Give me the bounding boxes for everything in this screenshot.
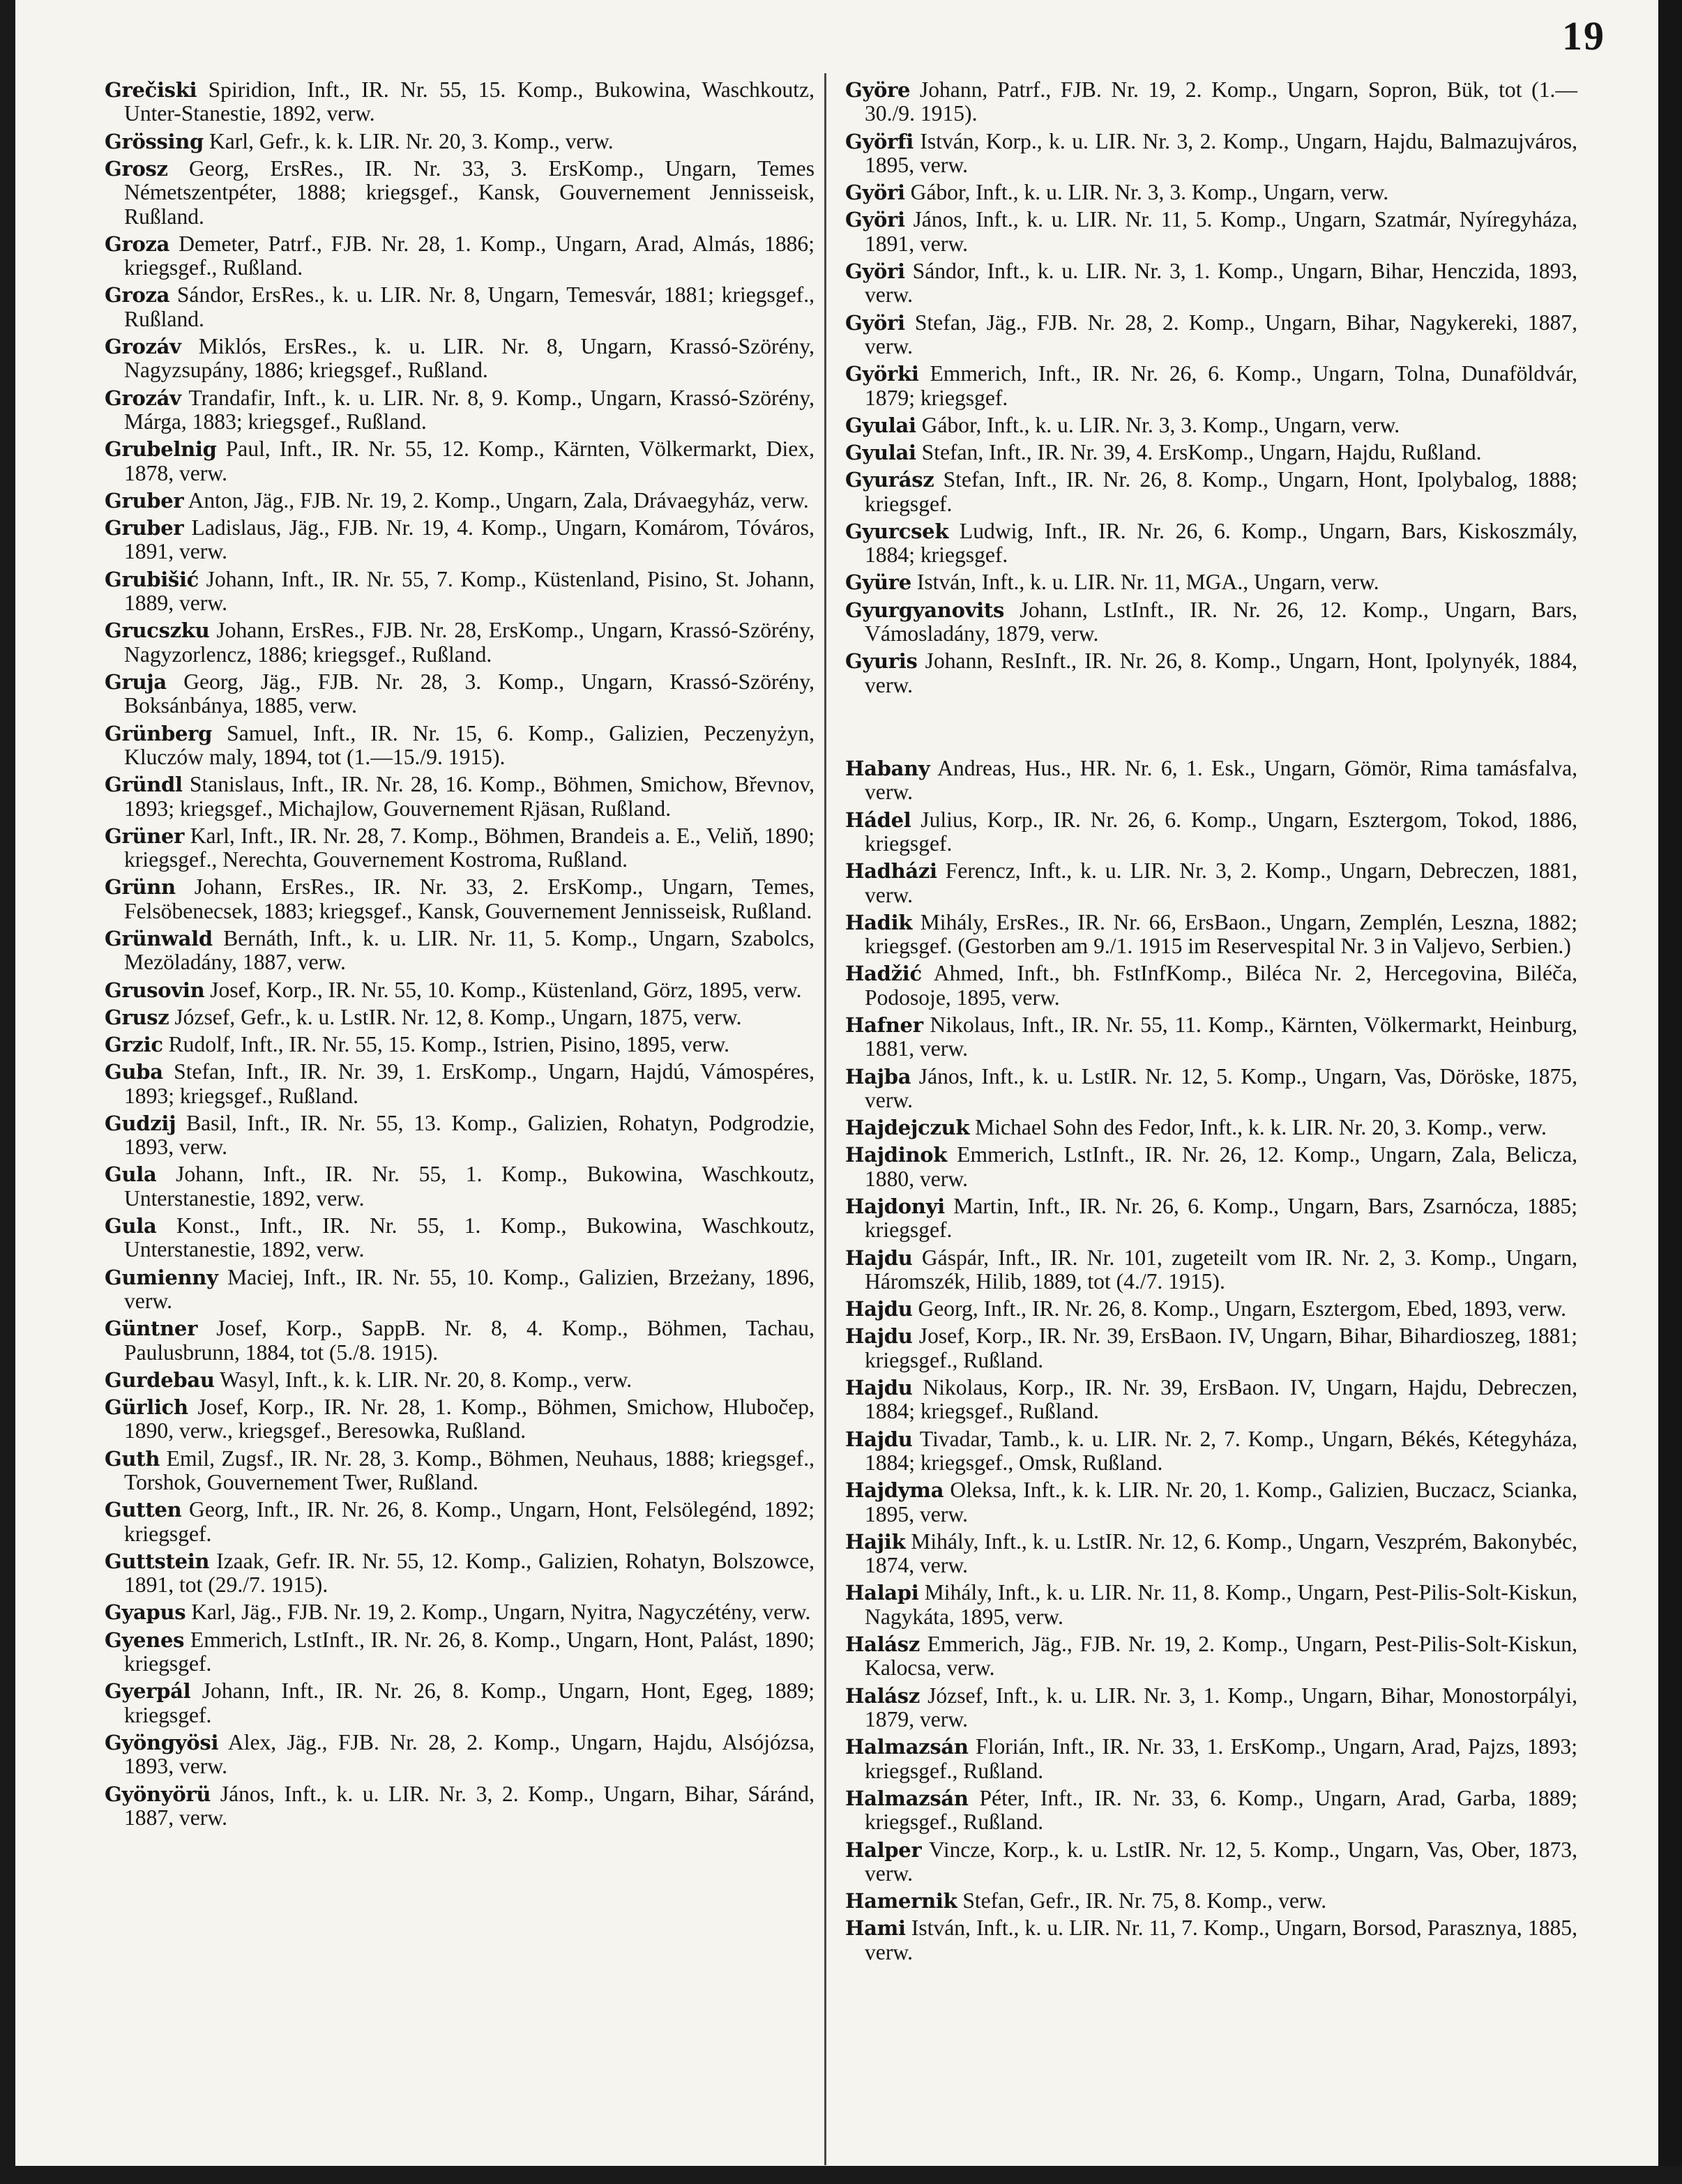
register-entry (845, 598, 1577, 646)
entry-details: Emmerich, Jäg., FJB. Nr. 19, 2. Komp., Ungarn, Pest-Pilis-Solt-Kiskun, Kalocsa, verw. (865, 1632, 1577, 1681)
entry-surname: Hajdu (845, 1324, 913, 1349)
entry-surname: Hajdejczuk (845, 1116, 970, 1140)
entry-details: Mihály, Inft., k. u. LstIR. Nr. 12, 6. Komp., Ungarn, Veszprém, Bakonybéc, 1874, verw. (865, 1529, 1577, 1578)
entry-surname: Halász (845, 1683, 920, 1708)
entry-surname: Gründl (105, 773, 183, 797)
entry-surname: Gumienny (105, 1265, 218, 1289)
register-entry (105, 568, 815, 616)
entry-surname: Halapi (845, 1581, 919, 1605)
entry-details: Ladislaus, Jäg., FJB. Nr. 19, 4. Komp., Ungarn, Komárom, Tóváros, 1891, verw. (124, 515, 815, 564)
register-entry (845, 1530, 1577, 1578)
section-gap (845, 701, 1577, 757)
entry-surname: Grozáv (105, 386, 181, 410)
entry-surname: Hajdu (845, 1245, 913, 1270)
register-entry (105, 283, 815, 331)
entry-details: Vincze, Korp., k. u. LstIR. Nr. 12, 5. Komp., Ungarn, Vas, Ober, 1873, verw. (865, 1837, 1578, 1886)
entry-details: Johann, ErsRes., FJB. Nr. 28, ErsKomp., Ungarn, Krassó-Szörény, Nagyzorlencz, 1886; kriegsgef., Rußland. (124, 618, 815, 667)
register-entry (105, 1731, 815, 1779)
entry-details: Emmerich, LstInft., IR. Nr. 26, 12. Komp., Ungarn, Zala, Belicza, 1880, verw. (865, 1142, 1577, 1191)
register-entry (845, 1297, 1577, 1321)
entry-details: Basil, Inft., IR. Nr. 55, 13. Komp., Galizien, Rohatyn, Podgrodzie, 1893, verw. (124, 1110, 815, 1160)
register-entry (105, 1368, 815, 1392)
entry-details: Josef, Korp., IR. Nr. 55, 10. Komp., Küstenland, Görz, 1895, verw. (210, 977, 802, 1002)
register-entry (845, 1013, 1577, 1061)
register-entry (105, 773, 815, 821)
entry-surname: Hadžić (845, 962, 922, 986)
entry-details: József, Inft., k. u. LIR. Nr. 3, 1. Komp., Ungarn, Bihar, Monostorpályi, 1879, verw. (865, 1683, 1577, 1732)
entry-details: Josef, Korp., IR. Nr. 39, ErsBaon. IV, Ungarn, Bihar, Bihardioszeg, 1881; kriegsgef., Rußland. (865, 1324, 1577, 1372)
entry-details: János, Inft., k. u. LIR. Nr. 3, 2. Komp., Ungarn, Bihar, Sáránd, 1887, verw. (124, 1781, 815, 1830)
register-entry (105, 1317, 815, 1365)
register-entry (845, 962, 1577, 1010)
register-entry (845, 1916, 1577, 1964)
register-entry (105, 722, 815, 770)
entry-details: Nikolaus, Korp., IR. Nr. 39, ErsBaon. IV, Ungarn, Hajdu, Debreczen, 1884; kriegsgef., Rußland. (865, 1375, 1577, 1424)
register-entry (845, 1787, 1577, 1835)
entry-surname: Gyenes (105, 1628, 185, 1652)
register-entry (105, 927, 815, 975)
entry-details: Stefan, Inft., IR. Nr. 39, 1. ErsKomp., Ungarn, Hajdú, Vámospéres, 1893; kriegsgef., Rußland. (124, 1059, 815, 1108)
entry-details: Mihály, Inft., k. u. LIR. Nr. 11, 8. Komp., Ungarn, Pest-Pilis-Solt-Kiskun, Nagykáta, 1895, verw. (865, 1580, 1577, 1629)
register-entry (105, 875, 815, 923)
entry-details: Paul, Inft., IR. Nr. 55, 12. Komp., Kärnten, Völkermarkt, Diex, 1878, verw. (124, 437, 815, 485)
entry-surname: Halmazsán (845, 1735, 969, 1759)
entry-surname: Gruja (105, 669, 167, 694)
register-entry (845, 1889, 1577, 1913)
entry-surname: Hadik (845, 910, 913, 934)
entry-surname: Gürlich (105, 1395, 188, 1420)
entry-surname: Györi (845, 259, 905, 284)
register-entry (105, 670, 815, 718)
entry-details: Gáspár, Inft., IR. Nr. 101, zugeteilt vom IR. Nr. 2, 3. Komp., Ungarn, Háromszék, Hilib, 1889, tot (4./7. 1915). (865, 1245, 1577, 1294)
entry-details: Andreas, Hus., HR. Nr. 6, 1. Esk., Ungarn, Gömör, Rima tamásfalva, verw. (865, 755, 1578, 805)
entry-details: József, Gefr., k. u. LstIR. Nr. 12, 8. Komp., Ungarn, 1875, verw. (174, 1004, 742, 1029)
register-entry (845, 414, 1577, 437)
entry-details: Bernáth, Inft., k. u. LIR. Nr. 11, 5. Komp., Ungarn, Szabolcs, Mezöladány, 1887, verw. (124, 925, 815, 975)
entry-surname: Hami (845, 1916, 906, 1941)
entry-details: Sándor, Inft., k. u. LIR. Nr. 3, 1. Komp., Ungarn, Bihar, Henczida, 1893, verw. (865, 259, 1577, 308)
entry-details: Karl, Inft., IR. Nr. 28, 7. Komp., Böhmen, Brandeis a. E., Veliň, 1890; kriegsgef., Nerechta, Gouvernement Kostroma, Rußland. (124, 823, 815, 872)
entry-details: Stefan, Gefr., IR. Nr. 75, 8. Komp., verw. (962, 1888, 1327, 1913)
entry-details: Trandafir, Inft., k. u. LIR. Nr. 8, 9. Komp., Ungarn, Krassó-Szörény, Márga, 1883; kriegsgef., Rußland. (124, 385, 815, 434)
entry-surname: Grečiski (105, 78, 197, 102)
entry-surname: Gyapus (105, 1600, 186, 1625)
entry-surname: Hajdu (845, 1376, 913, 1400)
entry-details: János, Inft., k. u. LIR. Nr. 11, 5. Komp., Ungarn, Szatmár, Nyíregyháza, 1891, verw. (865, 207, 1577, 256)
entry-details: Johann, ResInft., IR. Nr. 26, 8. Komp., Ungarn, Hont, Ipolynyék, 1884, verw. (865, 649, 1577, 697)
entry-details: Ferencz, Inft., k. u. LIR. Nr. 3, 2. Komp., Ungarn, Debreczen, 1881, verw. (865, 858, 1577, 907)
entry-surname: Gruber (105, 488, 184, 513)
entry-surname: Hajdyma (845, 1478, 944, 1503)
entry-surname: Gyerpál (105, 1679, 191, 1704)
register-entry (105, 516, 815, 564)
register-entry (105, 1600, 815, 1624)
entry-details: Ahmed, Inft., bh. FstInfKomp., Biléca Nr. 2, Hercegovina, Biléča, Podosoje, 1895, verw. (865, 961, 1577, 1010)
entry-surname: Grosz (105, 156, 168, 181)
entry-details: Johann, ErsRes., IR. Nr. 33, 2. ErsKomp., Ungarn, Temes, Felsöbenecsek, 1883; kriegsgef., Kansk, Gouvernement Jennisseisk, Rußland. (124, 874, 815, 923)
entry-details: Stefan, Inft., IR. Nr. 39, 4. ErsKomp., Ungarn, Hajdu, Rußland. (921, 440, 1482, 465)
register-entry (845, 468, 1577, 516)
register-entry (845, 441, 1577, 464)
entry-details: Georg, Jäg., FJB. Nr. 28, 3. Komp., Ungarn, Krassó-Szörény, Boksánbánya, 1885, verw. (124, 669, 815, 718)
entry-details: Konst., Inft., IR. Nr. 55, 1. Komp., Bukowina, Waschkoutz, Unterstanestie, 1892, verw. (124, 1213, 815, 1262)
entry-surname: Gyönyörü (105, 1782, 211, 1806)
entry-surname: Györfi (845, 129, 914, 153)
entry-surname: Güntner (105, 1317, 198, 1341)
entry-details: Mihály, ErsRes., IR. Nr. 66, ErsBaon., Ungarn, Zemplén, Leszna, 1882; kriegsgef. (Gestorben am 9./1. 1915 im Reservespital Nr. 3 in Valjevo, Serbien.) (865, 909, 1577, 959)
entry-details: Demeter, Patrf., FJB. Nr. 28, 1. Komp., Ungarn, Arad, Almás, 1886; kriegsgef., Rußland. (124, 231, 815, 280)
entry-surname: Guba (105, 1060, 163, 1084)
entry-details: Maciej, Inft., IR. Nr. 55, 10. Komp., Galizien, Brzeżany, 1896, verw. (124, 1264, 815, 1314)
register-entry (845, 130, 1577, 178)
right-column (845, 78, 1577, 1968)
entry-details: Alex, Jäg., FJB. Nr. 28, 2. Komp., Ungarn, Hajdu, Alsójózsa, 1893, verw. (124, 1729, 815, 1779)
entry-surname: Hajba (845, 1064, 911, 1089)
entry-details: Ludwig, Inft., IR. Nr. 26, 6. Komp., Ungarn, Bars, Kiskoszmály, 1884; kriegsgef. (865, 518, 1577, 568)
register-entry (845, 1581, 1577, 1629)
register-entry (845, 520, 1577, 568)
scan-edge-left (0, 0, 15, 2184)
entry-details: Emmerich, LstInft., IR. Nr. 26, 8. Komp., Ungarn, Hont, Palást, 1890; kriegsgef. (124, 1627, 815, 1676)
entry-surname: Györi (845, 208, 905, 232)
entry-details: Stanislaus, Inft., IR. Nr. 28, 16. Komp., Böhmen, Smichow, Břevnov, 1893; kriegsgef., Michajlow, Gouvernement Rjäsan, Rußland. (124, 772, 815, 821)
entry-details: Stefan, Jäg., FJB. Nr. 28, 2. Komp., Ungarn, Bihar, Nagykereki, 1887, verw. (865, 310, 1577, 359)
register-entry (105, 1006, 815, 1029)
entry-details: János, Inft., k. u. LstIR. Nr. 12, 5. Komp., Ungarn, Vas, Döröske, 1875, verw. (865, 1063, 1577, 1112)
register-entry (845, 78, 1577, 126)
register-entry (845, 1478, 1577, 1526)
register-entry (845, 1195, 1577, 1243)
register-entry (845, 911, 1577, 959)
entry-details: Florián, Inft., IR. Nr. 33, 1. ErsKomp., Ungarn, Arad, Pajzs, 1893; kriegsgef., Rußland. (865, 1734, 1577, 1783)
entry-details: Michael Sohn des Fedor, Inft., k. k. LIR. Nr. 20, 3. Komp., verw. (975, 1115, 1547, 1140)
register-entry (845, 1376, 1577, 1424)
entry-details: Anton, Jäg., FJB. Nr. 19, 2. Komp., Ungarn, Zala, Drávaegyház, verw. (188, 487, 809, 513)
entry-surname: Hajdu (845, 1297, 913, 1321)
entry-surname: Gyurgyanovits (845, 598, 1005, 622)
entry-surname: Hadházi (845, 859, 937, 884)
entry-details: Emil, Zugsf., IR. Nr. 28, 3. Komp., Böhmen, Neuhaus, 1888; kriegsgef., Torshok, Gouvernement Twer, Rußland. (124, 1446, 815, 1495)
register-entry (105, 1214, 815, 1262)
entry-surname: Grubelnig (105, 437, 217, 462)
register-entry (845, 259, 1577, 308)
register-entry (105, 1782, 815, 1830)
register-entry (105, 1395, 815, 1443)
register-entry (105, 1112, 815, 1160)
register-entry (105, 1033, 815, 1056)
entry-surname: Groza (105, 283, 170, 308)
entry-details: István, Inft., k. u. LIR. Nr. 11, 7. Komp., Ungarn, Borsod, Parasznya, 1885, verw. (865, 1916, 1577, 1964)
entry-surname: Grusz (105, 1005, 169, 1029)
entry-details: Josef, Korp., SappB. Nr. 8, 4. Komp., Böhmen, Tachau, Paulusbrunn, 1884, tot (5./8. 1915). (124, 1316, 815, 1365)
entry-details: Emmerich, Inft., IR. Nr. 26, 6. Komp., Ungarn, Tolna, Dunaföldvár, 1879; kriegsgef. (865, 361, 1578, 410)
register-entry (105, 978, 815, 1002)
scan-edge-bottom (0, 2166, 1682, 2184)
entry-details: Johann, LstInft., IR. Nr. 26, 12. Komp., Ungarn, Bars, Vámosladány, 1879, verw. (865, 597, 1577, 646)
entry-surname: Györi (845, 310, 905, 335)
entry-surname: Hafner (845, 1013, 923, 1037)
entry-details: Josef, Korp., IR. Nr. 28, 1. Komp., Böhmen, Smichow, Hlubočep, 1890, verw., kriegsgef., Beresowka, Rußland. (124, 1395, 815, 1443)
entry-surname: Halper (845, 1837, 922, 1862)
entry-details: Miklós, ErsRes., k. u. LIR. Nr. 8, Ungarn, Krassó-Szörény, Nagyzsupány, 1886; kriegsgef., Rußland. (124, 334, 815, 383)
register-entry (105, 1679, 815, 1727)
entry-surname: Grusovin (105, 978, 205, 1002)
register-entry (105, 1060, 815, 1108)
entry-surname: Grünberg (105, 721, 213, 745)
entry-details: István, Inft., k. u. LIR. Nr. 11, MGA., Ungarn, verw. (916, 570, 1379, 595)
register-entry (845, 1065, 1577, 1113)
register-entry (845, 1427, 1577, 1476)
entry-surname: Gula (105, 1162, 157, 1187)
entry-details: Martin, Inft., IR. Nr. 26, 6. Komp., Ungarn, Bars, Zsarnócza, 1885; kriegsgef. (865, 1193, 1577, 1243)
entry-surname: Hajdinok (845, 1143, 948, 1167)
entry-surname: Halász (845, 1632, 920, 1657)
register-entry (105, 1628, 815, 1676)
entry-surname: Gurdebau (105, 1367, 215, 1392)
register-entry (845, 311, 1577, 359)
entry-surname: Gyuris (845, 649, 918, 674)
entry-details: Péter, Inft., IR. Nr. 33, 6. Komp., Ungarn, Arad, Garba, 1889; kriegsgef., Rußland. (865, 1785, 1577, 1835)
entry-details: Oleksa, Inft., k. k. LIR. Nr. 20, 1. Komp., Galizien, Buczacz, Scianka, 1895, verw. (865, 1478, 1577, 1526)
register-entry (845, 181, 1577, 204)
entry-surname: Guttstein (105, 1549, 210, 1573)
entry-surname: Gutten (105, 1498, 182, 1522)
register-entry (845, 570, 1577, 594)
entry-surname: Hajdu (845, 1427, 913, 1451)
entry-surname: Hamernik (845, 1889, 957, 1913)
entry-details: Stefan, Inft., IR. Nr. 26, 8. Komp., Ungarn, Hont, Ipolybalog, 1888; kriegsgef. (865, 467, 1577, 516)
entry-details: Karl, Gefr., k. k. LIR. Nr. 20, 3. Komp., verw. (209, 128, 614, 153)
page-number: 19 (1562, 13, 1605, 59)
entry-surname: Gyüre (845, 570, 911, 595)
entry-surname: Gyurcsek (845, 519, 949, 543)
entry-details: Sándor, ErsRes., k. u. LIR. Nr. 8, Ungarn, Temesvár, 1881; kriegsgef., Rußland. (124, 282, 815, 331)
entry-surname: Hádel (845, 807, 911, 832)
entry-details: Izaak, Gefr. IR. Nr. 55, 12. Komp., Galizien, Rohatyn, Bolszowce, 1891, tot (29./7. 1915). (124, 1548, 815, 1598)
entry-surname: Grössing (105, 129, 204, 153)
entry-details: István, Korp., k. u. LIR. Nr. 3, 2. Komp., Ungarn, Hajdu, Balmazujváros, 1895, verw. (865, 128, 1577, 178)
entry-surname: Grüner (105, 824, 185, 848)
register-entry (845, 808, 1577, 856)
register-entry (845, 1116, 1577, 1139)
register-entry (845, 1246, 1577, 1294)
left-column (105, 78, 815, 1833)
register-entry (105, 619, 815, 667)
entry-details: Johann, Inft., IR. Nr. 55, 7. Komp., Küstenland, Pisino, St. Johann, 1889, verw. (124, 566, 815, 616)
register-entry (105, 386, 815, 434)
register-entry (105, 1447, 815, 1495)
register-entry (105, 1549, 815, 1598)
entry-surname: Grünwald (105, 926, 213, 950)
column-divider (824, 73, 826, 2165)
entry-details: Julius, Korp., IR. Nr. 26, 6. Komp., Ungarn, Esztergom, Tokod, 1886, kriegsgef. (865, 807, 1577, 856)
entry-surname: Gyulai (845, 413, 916, 437)
entry-surname: Györi (845, 181, 905, 205)
register-entry (105, 1498, 815, 1546)
entry-details: Gábor, Inft., k. u. LIR. Nr. 3, 3. Komp., Ungarn, verw. (921, 412, 1400, 437)
entry-surname: Gyurász (845, 468, 934, 492)
right-column-g-section (845, 78, 1577, 697)
register-entry (845, 1632, 1577, 1681)
right-column-h-section (845, 757, 1577, 1964)
entry-surname: Hajdonyi (845, 1194, 945, 1218)
register-entry (845, 1838, 1577, 1886)
entry-surname: Hajik (845, 1529, 906, 1554)
entry-details: Wasyl, Inft., k. k. LIR. Nr. 20, 8. Komp., verw. (219, 1367, 632, 1392)
register-entry (845, 649, 1577, 697)
register-entry (845, 1684, 1577, 1732)
entry-surname: Gyöngyösi (105, 1730, 219, 1754)
register-entry (105, 489, 815, 513)
entry-surname: Habany (845, 756, 930, 780)
entry-surname: Grucszku (105, 619, 210, 643)
entry-details: Georg, Inft., IR. Nr. 26, 8. Komp., Ungarn, Hont, Felsölegénd, 1892; kriegsgef. (124, 1497, 815, 1546)
register-entry (105, 824, 815, 872)
entry-details: Johann, Patrf., FJB. Nr. 19, 2. Komp., Ungarn, Sopron, Bük, tot (1.—30./9. 1915). (865, 77, 1577, 126)
entry-surname: Grzic (105, 1032, 163, 1056)
entry-surname: Györki (845, 362, 919, 386)
register-entry (105, 157, 815, 229)
register-entry (105, 130, 815, 153)
entry-surname: Guth (105, 1446, 160, 1471)
register-entry (105, 1266, 815, 1314)
register-entry (845, 1735, 1577, 1783)
entry-details: Karl, Jäg., FJB. Nr. 19, 2. Komp., Ungarn, Nyitra, Nagyczétény, verw. (191, 1600, 811, 1625)
entry-details: Spiridion, Inft., IR. Nr. 55, 15. Komp., Bukowina, Waschkoutz, Unter-Stanestie, 1892, verw. (124, 77, 815, 126)
register-entry (845, 1324, 1577, 1372)
entry-surname: Györe (845, 78, 911, 102)
register-entry (105, 232, 815, 280)
entry-details: Tivadar, Tamb., k. u. LIR. Nr. 2, 7. Komp., Ungarn, Békés, Kétegyháza, 1884; kriegsgef., Omsk, Rußland. (865, 1426, 1577, 1476)
entry-details: Georg, Inft., IR. Nr. 26, 8. Komp., Ungarn, Esztergom, Ebed, 1893, verw. (918, 1296, 1566, 1321)
entry-surname: Gruber (105, 516, 184, 540)
entry-details: Rudolf, Inft., IR. Nr. 55, 15. Komp., Istrien, Pisino, 1895, verw. (168, 1031, 730, 1056)
scan-edge-right (1658, 0, 1682, 2184)
entry-details: Johann, Inft., IR. Nr. 55, 1. Komp., Bukowina, Waschkoutz, Unterstanestie, 1892, verw. (124, 1162, 815, 1211)
entry-details: Johann, Inft., IR. Nr. 26, 8. Komp., Ungarn, Hont, Egeg, 1889; kriegsgef. (124, 1678, 815, 1727)
entry-details: Georg, ErsRes., IR. Nr. 33, 3. ErsKomp., Ungarn, Temes Németszentpéter, 1888; kriegsgef., Kansk, Gouvernement Jennisseisk, Rußland. (124, 156, 815, 229)
entry-surname: Gula (105, 1214, 157, 1238)
register-entry (105, 437, 815, 485)
register-entry (845, 1143, 1577, 1191)
entry-surname: Gudzij (105, 1111, 176, 1135)
register-entry (845, 859, 1577, 907)
entry-surname: Grozáv (105, 335, 181, 359)
entry-surname: Gyulai (845, 441, 916, 465)
entry-surname: Groza (105, 232, 170, 256)
entry-surname: Grubišić (105, 567, 199, 591)
register-entry (105, 78, 815, 126)
register-entry (845, 362, 1577, 410)
entry-details: Gábor, Inft., k. u. LIR. Nr. 3, 3. Komp., Ungarn, verw. (910, 180, 1389, 205)
register-entry (845, 208, 1577, 256)
entry-surname: Halmazsán (845, 1786, 969, 1810)
register-entry (105, 335, 815, 383)
register-entry (105, 1162, 815, 1211)
entry-details: Samuel, Inft., IR. Nr. 15, 6. Komp., Galizien, Peczenyżyn, Kluczów maly, 1894, tot (1.—15./9. 1915). (124, 720, 815, 769)
entry-surname: Grünn (105, 875, 176, 900)
register-entry (845, 757, 1577, 805)
entry-details: Nikolaus, Inft., IR. Nr. 55, 11. Komp., Kärnten, Völkermarkt, Heinburg, 1881, verw. (865, 1012, 1577, 1061)
